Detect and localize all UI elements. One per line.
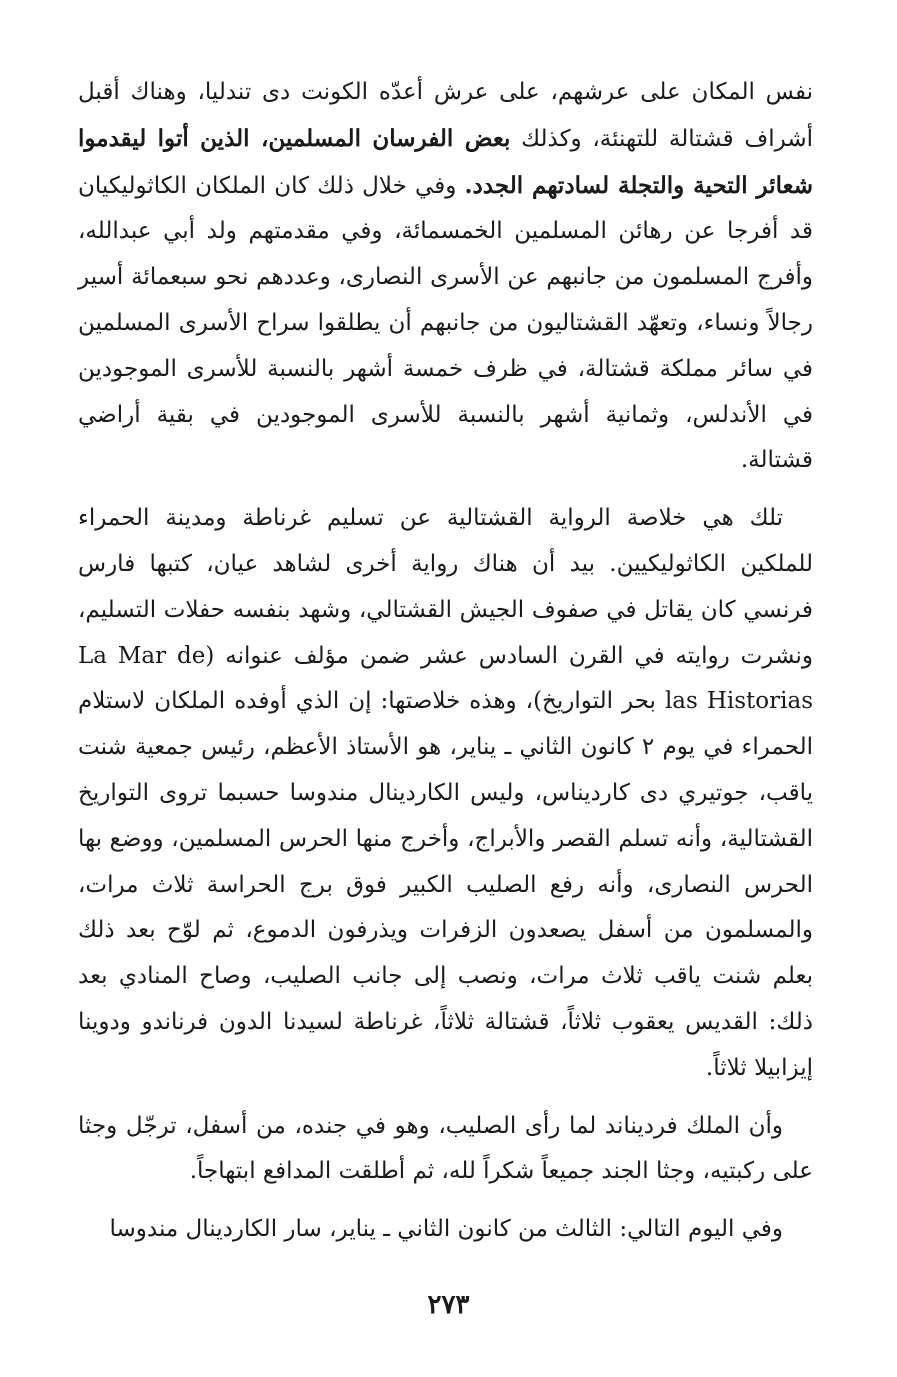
paragraph-1-bold-text: بعض الفرسان المسلمين، الذين أتوا ليقدموا شعائر التحية والتجلة لسادتهم الجدد. (78, 124, 814, 199)
paragraph-4 (78, 1207, 813, 1253)
paragraph-2-text: تلك هي خلاصة الرواية القشتالية عن تسليم غرناطة ومدينة الحمراء للملكين الكاثوليكيين. بيد أن هناك رواية أخرى لشاهد عيان، كتبها فارس فرنسي كان يقاتل في صفوف الجيش القشتالي، وشهد بنفسه حفلات التسليم، ونشرت روايته في القرن السادس عشر ضمن مؤلف عنوانه (La Mar de las Historias بحر التواريخ)، وهذه خلاصتها: إن الذي أوفده الملكان لاستلام الحمراء في يوم ٢ كانون الثاني ـ يناير، هو الأستاذ الأعظم، رئيس جمعية شنت ياقب، جوتيري دى كارديناس، وليس الكاردينال مندوسا حسبما تروى التواريخ القشتالية، وأنه تسلم القصر والأبراج، وأخرج منها الحرس المسلمين، ووضع بها الحرس النصارى، وأنه رفع الصليب الكبير فوق برج الحراسة ثلاث مرات، والمسلمون من أسفل يصعدون الزفرات ويذرفون الدموع، ثم لوّح بعد ذلك بعلم شنت ياقب ثلاث مرات، ونصب إلى جانب الصليب، وصاح المنادي بعد ذلك: القديس يعقوب ثلاثاً، قشتالة ثلاثاً، غرناطة لسيدنا الدون فرناندو ودوينا إيزابيلا ثلاثاً. (78, 505, 813, 1081)
page-number: ٢٧٣ (427, 1290, 470, 1320)
paragraph-2 (78, 496, 813, 1091)
paragraph-3 (78, 1104, 813, 1196)
paragraph-1 (78, 70, 813, 484)
paragraph-3-text: وأن الملك فرديناند لما رأى الصليب، وهو في جنده، من أسفل، ترجّل وجثا على ركبتيه، وجثا الجند جميعاً شكراً لله، ثم أطلقت المدافع ابتهاجاً. (78, 1112, 813, 1185)
paragraph-4-text: وفي اليوم التالي: الثالث من كانون الثاني ـ يناير، سار الكاردينال مندوسا (109, 1216, 783, 1243)
page-body (78, 70, 813, 1250)
paragraph-1-text-2: وفي خلال ذلك كان الملكان الكاثوليكيان قد أفرجا عن رهائن المسلمين الخمسمائة، وفي مقدمتهم ولد أبي عبدالله، وأفرج المسلمون من جانبهم عن الأسرى النصارى، وعددهم نحو سبعمائة أسير رجالاً ونساء، وتعهّد القشتاليون من جانبهم أن يطلقوا سراح الأسرى المسلمين في سائر مملكة قشتالة، في ظرف خمسة أشهر بالنسبة للأسرى الموجودين في الأندلس، وثمانية أشهر بالنسبة للأسرى الموجودين في بقية أراضي قشتالة. (78, 172, 813, 474)
paragraph-1-text-1: نفس المكان على عرشهم، على عرش أعدّه الكونت دى تندليا، وهناك أقبل أشراف قشتالة للتهنئة، وكذلك (78, 79, 813, 152)
